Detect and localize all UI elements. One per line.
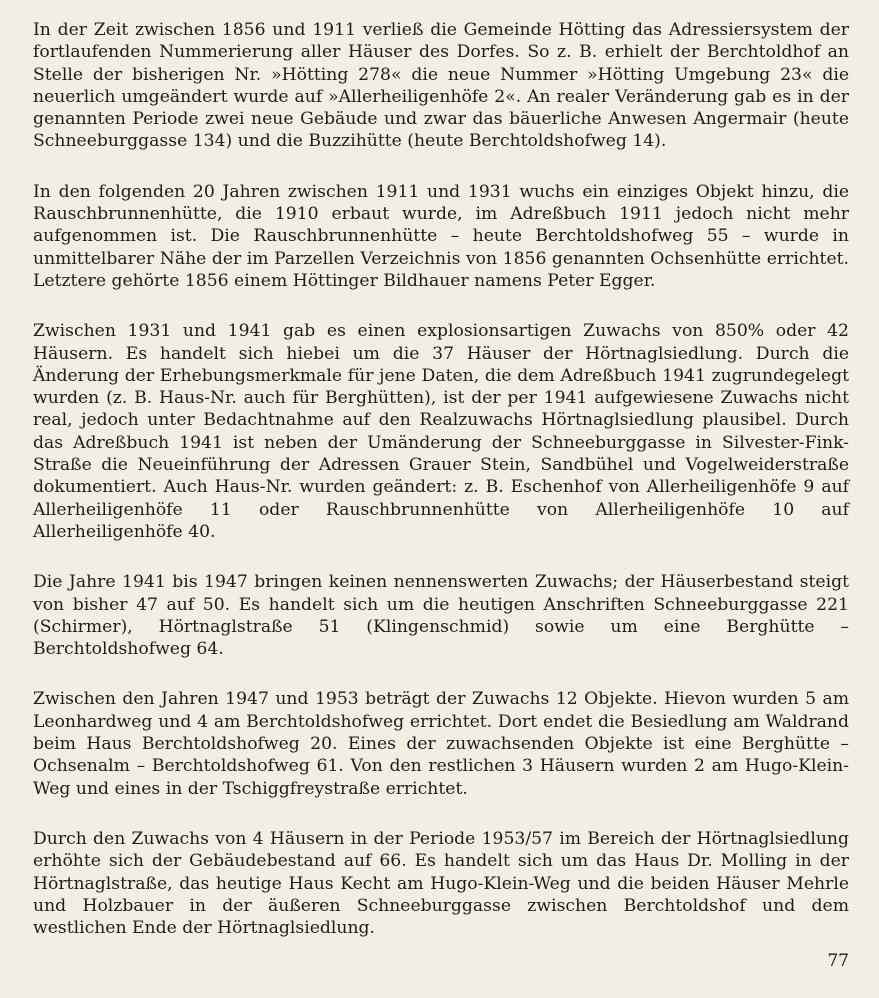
paragraph-4: Die Jahre 1941 bis 1947 bringen keinen nennenswerten Zuwachs; der Häuserbestand steigt von bisher 47 auf 50. Es handelt sich um die heutigen Anschriften Schneeburggasse 221 (Schirmer), Hörtnaglstraße 51 (Klingenschmid) sowie um eine Berghütte – Berchtoldshofweg 64. (33, 572, 849, 660)
paragraph-2: In den folgenden 20 Jahren zwischen 1911 und 1931 wuchs ein einziges Objekt hinzu, die Rauschbrunnenhütte, die 1910 erbaut wurde, im Adreßbuch 1911 jedoch nicht mehr aufgenommen ist. Die Rauschbrunnenhütte – heute Berchtoldshofweg 55 – wurde in unmittelbarer Nähe der im Parzellen Verzeichnis von 1856 genannten Ochsenhütte errichtet. Letztere gehörte 1856 einem Höttinger Bildhauer namens Peter Egger. (33, 181, 849, 291)
document-page (33, 19, 849, 939)
paragraph-6: Durch den Zuwachs von 4 Häusern in der Periode 1953/57 im Bereich der Hörtnaglsiedlung erhöhte sich der Gebäudebestand auf 66. Es handelt sich um das Haus Dr. Molling in der Hörtnaglstraße, das heutige Haus Kecht am Hugo-Klein-Weg und die beiden Häuser Mehrle und Holzbauer in der äußeren Schneeburggasse zwischen Berchtoldshof und dem westlichen Ende der Hörtnaglsiedlung. (33, 828, 849, 939)
paragraph-1: In der Zeit zwischen 1856 und 1911 verließ die Gemeinde Hötting das Adressiersystem der fortlaufenden Nummerierung aller Häuser des Dorfes. So z. B. erhielt der Berchtoldhof an Stelle der bisherigen Nr. »Hötting 278« die neue Nummer »Hötting Umgebung 23« die neuerlich umgeändert wurde auf »Allerheiligenhöfe 2«. An realer Veränderung gab es in der genannten Periode zwei neue Gebäude und zwar das bäuerliche Anwesen Angermair (heute Schneeburggasse 134) und die Buzzihütte (heute Berchtoldshofweg 14). (33, 20, 849, 152)
paragraph-3: Zwischen 1931 und 1941 gab es einen explosionsartigen Zuwachs von 850% oder 42 Häusern. Es handelt sich hiebei um die 37 Häuser der Hörtnaglsiedlung. Durch die Änderung der Erhebungsmerkmale für jene Daten, die dem Adreßbuch 1941 zugrundegelegt wurden (z. B. Haus-Nr. auch für Berghütten), ist der per 1941 aufgewiesene Zuwachs nicht real, jedoch unter Bedachtnahme auf den Realzuwachs Hörtnaglsiedlung plausibel. Durch das Adreßbuch 1941 ist neben der Umänderung der Schneeburggasse in Silvester-Fink-Straße die Neueinführung der Adressen Grauer Stein, Sandbühel und Vogelweiderstraße dokumentiert. Auch Haus-Nr. wurden geändert: z. B. Eschenhof von Allerheiligenhöfe 9 auf Allerheiligenhöfe 11 oder Rauschbrunnenhütte von Allerheiligenhöfe 10 auf Allerheiligenhöfe 40. (33, 321, 849, 542)
paragraph-5: Zwischen den Jahren 1947 und 1953 beträgt der Zuwachs 12 Objekte. Hievon wurden 5 am Leonhardweg und 4 am Berchtoldshofweg errichtet. Dort endet die Besiedlung am Waldrand beim Haus Berchtoldshofweg 20. Eines der zuwachsenden Objekte ist eine Berghütte – Ochsenalm – Berchtoldshofweg 61. Von den restlichen 3 Häusern wurden 2 am Hugo-Klein-Weg und eines in der Tschiggfreystraße errichtet. (33, 689, 849, 799)
page-number: 77 (827, 951, 849, 971)
